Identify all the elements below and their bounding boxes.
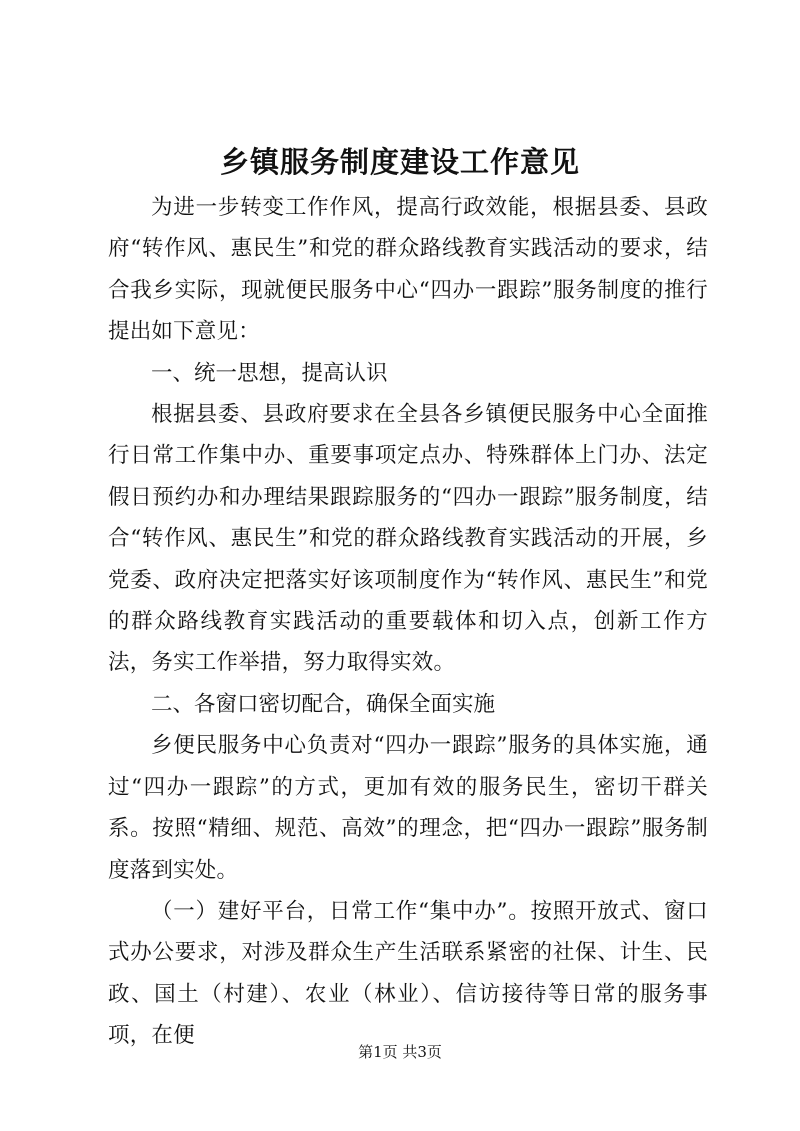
document-body xyxy=(108,187,708,1057)
section-heading-2: 二、各窗口密切配合，确保全面实施 xyxy=(151,691,496,717)
page-number: 第1页 共3页 xyxy=(358,1043,442,1061)
section-heading-1: 一、统一思想，提高认识 xyxy=(151,360,388,386)
section-1-paragraph: 根据县委、县政府要求在全县各乡镇便民服务中心全面推行日常工作集中办、重要事项定点办、特殊群体上门办、法定假日预约办和办理结果跟踪服务的“四办一跟踪”服务制度，结合“转作风、惠民生”和党的群众路线教育实践活动的开展，乡党委、政府决定把落实好该项制度作为“转作风、惠民生”和党的群众路线教育实践活动的重要载体和切入点，创新工作方法，务实工作举措，努力取得实效。 xyxy=(108,402,708,676)
section-2-paragraph: 乡便民服务中心负责对“四办一跟踪”服务的具体实施，通过“四办一跟踪”的方式，更加有效的服务民生，密切干群关系。按照“精细、规范、高效”的理念，把“四办一跟踪”服务制度落到实处。 xyxy=(108,733,708,883)
document-title: 乡镇服务制度建设工作意见 xyxy=(219,145,580,179)
intro-paragraph: 为进一步转变工作作风，提高行政效能，根据县委、县政府“转作风、惠民生”和党的群众路线教育实践活动的要求，结合我乡实际，现就便民服务中心“四办一跟踪”服务制度的推行提出如下意见： xyxy=(108,195,708,345)
subsection-1-paragraph: （一）建好平台，日常工作“集中办”。按照开放式、窗口式办公要求，对涉及群众生产生活联系紧密的社保、计生、民政、国土（村建）、农业（林业）、信访接待等日常的服务事项，在便 xyxy=(108,898,708,1049)
